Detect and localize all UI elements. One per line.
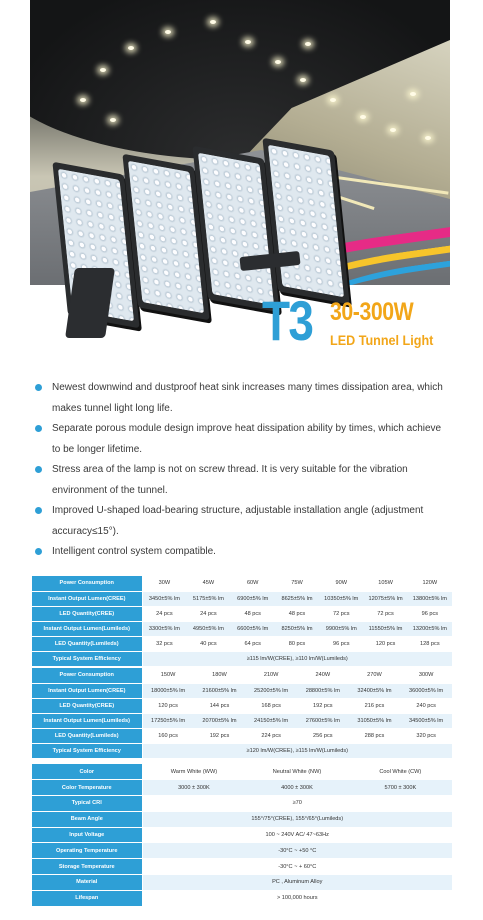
table-cell: 120 pcs: [142, 698, 194, 713]
mounting-bracket: [65, 268, 115, 338]
list-item: Newest downwind and dustproof heat sink increases many times dissipation area, which makes tunnel light long life.: [35, 378, 450, 419]
table-cell: 155°/75°(CREE), 155°/65°(Lumileds): [142, 811, 452, 827]
ceiling-light: [425, 136, 431, 140]
table-cell: 240W: [297, 668, 349, 683]
ceiling-light: [330, 98, 336, 102]
table-cell: 48 pcs: [275, 606, 319, 621]
table-cell: 10350±5% lm: [319, 591, 363, 606]
table-header: Input Voltage: [32, 827, 142, 843]
table-cell: 6900±5% lm: [231, 591, 275, 606]
table-row: [32, 636, 452, 651]
table-cell: Neutral White (NW): [245, 764, 348, 780]
table-cell: -30°C ~ + 60°C: [142, 859, 452, 875]
table-row: [32, 683, 452, 698]
table-cell: Cool White (CW): [349, 764, 452, 780]
table-cell: 160 pcs: [142, 728, 194, 743]
ceiling-light: [210, 20, 216, 24]
table-cell: 9900±5% lm: [319, 621, 363, 636]
table-cell: 120W: [408, 576, 452, 591]
table-row: [32, 875, 452, 891]
table-header: Operating Temperature: [32, 843, 142, 859]
table-cell: 36000±5% lm: [400, 683, 452, 698]
table-cell: 144 pcs: [194, 698, 246, 713]
table-cell: 17250±5% lm: [142, 713, 194, 728]
table-cell: 3300±5% lm: [142, 621, 186, 636]
table-header: Color Temperature: [32, 780, 142, 796]
table-cell: 80 pcs: [275, 636, 319, 651]
table-cell: 30W: [142, 576, 186, 591]
table-cell: ≥120 lm/W(CREE), ≥115 lm/W(Lumileds): [142, 743, 452, 758]
table-row: [32, 713, 452, 728]
table-row: [32, 698, 452, 713]
table-cell: 28800±5% lm: [297, 683, 349, 698]
table-row: [32, 764, 452, 780]
table-header: Instant Output Lumen(CREE): [32, 591, 142, 606]
table-cell: 75W: [275, 576, 319, 591]
ceiling-light: [80, 98, 86, 102]
table-cell: 224 pcs: [245, 728, 297, 743]
table-header: Instant Output Lumen(Lumileds): [32, 621, 142, 636]
table-cell: 48 pcs: [231, 606, 275, 621]
table-cell: 100 ~ 240V AC/ 47~63Hz: [142, 827, 452, 843]
table-header: Lifespan: [32, 890, 142, 906]
table-cell: 288 pcs: [349, 728, 401, 743]
ceiling-light: [410, 92, 416, 96]
table-cell: 34500±5% lm: [400, 713, 452, 728]
table-header: Typical CRI: [32, 796, 142, 812]
ceiling-light: [275, 60, 281, 64]
ceiling-light: [165, 30, 171, 34]
table-row: [32, 827, 452, 843]
table-cell: 210W: [245, 668, 297, 683]
table-cell: 105W: [363, 576, 407, 591]
table-row: [32, 621, 452, 636]
table-cell: 25200±5% lm: [245, 683, 297, 698]
table-row: [32, 796, 452, 812]
table-cell: 5700 ± 300K: [349, 780, 452, 796]
table-cell: 8625±5% lm: [275, 591, 319, 606]
table-cell: 18000±5% lm: [142, 683, 194, 698]
table-cell: 12075±5% lm: [363, 591, 407, 606]
table-header: Power Consumption: [32, 576, 142, 591]
table-cell: 96 pcs: [408, 606, 452, 621]
table-row: [32, 890, 452, 906]
table-cell: 192 pcs: [194, 728, 246, 743]
bullet-icon: [35, 384, 42, 391]
table-cell: 13800±5% lm: [408, 591, 452, 606]
table-cell: 270W: [349, 668, 401, 683]
table-cell: 24 pcs: [142, 606, 186, 621]
ceiling-light: [245, 40, 251, 44]
table-header: Power Consumption: [32, 668, 142, 683]
table-cell: 20700±5% lm: [194, 713, 246, 728]
table-header: Material: [32, 875, 142, 891]
table-cell: 27600±5% lm: [297, 713, 349, 728]
table-cell: 45W: [186, 576, 230, 591]
table-cell: PC , Aluminum Alloy: [142, 875, 452, 891]
ceiling-light: [110, 118, 116, 122]
feature-list: [35, 378, 450, 563]
spec-table-high-power: [32, 668, 452, 759]
table-cell: 3000 ± 300K: [142, 780, 245, 796]
ceiling-light: [360, 115, 366, 119]
table-cell: 40 pcs: [186, 636, 230, 651]
table-header: Instant Output Lumen(Lumileds): [32, 713, 142, 728]
table-cell: 300W: [400, 668, 452, 683]
table-cell: Warm White (WW): [142, 764, 245, 780]
spec-table-general: [32, 764, 452, 907]
table-cell: 21600±5% lm: [194, 683, 246, 698]
table-cell: 24 pcs: [186, 606, 230, 621]
table-row: [32, 780, 452, 796]
table-cell: 192 pcs: [297, 698, 349, 713]
table-row: [32, 668, 452, 683]
table-cell: 32 pcs: [142, 636, 186, 651]
table-header: Typical System Efficiency: [32, 743, 142, 758]
table-header: Storage Temperature: [32, 859, 142, 875]
table-row: [32, 728, 452, 743]
table-cell: 240 pcs: [400, 698, 452, 713]
table-header: Color: [32, 764, 142, 780]
model-name: T3: [262, 289, 313, 352]
table-header: LED Quantity(CREE): [32, 606, 142, 621]
table-header: LED Quantity(Lumileds): [32, 636, 142, 651]
table-cell: 5175±5% lm: [186, 591, 230, 606]
table-cell: > 100,000 hours: [142, 890, 452, 906]
table-cell: -30°C ~ +50 °C: [142, 843, 452, 859]
table-header: LED Quantity(Lumileds): [32, 728, 142, 743]
table-row: [32, 743, 452, 758]
table-cell: 128 pcs: [408, 636, 452, 651]
ceiling-light: [390, 128, 396, 132]
table-cell: 90W: [319, 576, 363, 591]
ceiling-light: [305, 42, 311, 46]
table-row: [32, 576, 452, 591]
table-cell: ≥70: [142, 796, 452, 812]
table-cell: 150W: [142, 668, 194, 683]
list-item: Intelligent control system compatible.: [35, 542, 450, 563]
table-cell: 216 pcs: [349, 698, 401, 713]
table-cell: 6600±5% lm: [231, 621, 275, 636]
table-cell: 11550±5% lm: [363, 621, 407, 636]
table-cell: 64 pcs: [231, 636, 275, 651]
table-cell: 72 pcs: [319, 606, 363, 621]
table-cell: 120 pcs: [363, 636, 407, 651]
list-item: Improved U-shaped load-bearing structure, adjustable installation angle (adjustment accuracy≤15°).: [35, 501, 450, 542]
table-cell: 13200±5% lm: [408, 621, 452, 636]
table-cell: 256 pcs: [297, 728, 349, 743]
bullet-icon: [35, 466, 42, 473]
table-row: [32, 811, 452, 827]
spec-table-low-power: [32, 576, 452, 667]
table-cell: 96 pcs: [319, 636, 363, 651]
ceiling-light: [128, 46, 134, 50]
table-row: [32, 651, 452, 666]
table-cell: 4950±5% lm: [186, 621, 230, 636]
bullet-icon: [35, 548, 42, 555]
list-item: Separate porous module design improve heat dissipation ability by times, which achieve to be longer lifetime.: [35, 419, 450, 460]
table-header: Beam Angle: [32, 811, 142, 827]
table-row: [32, 843, 452, 859]
table-cell: 168 pcs: [245, 698, 297, 713]
bullet-icon: [35, 507, 42, 514]
ceiling-light: [100, 68, 106, 72]
table-header: LED Quantity(CREE): [32, 698, 142, 713]
table-cell: 60W: [231, 576, 275, 591]
ceiling-light: [300, 78, 306, 82]
table-row: [32, 606, 452, 621]
table-row: [32, 859, 452, 875]
table-cell: 4000 ± 300K: [245, 780, 348, 796]
table-cell: 24150±5% lm: [245, 713, 297, 728]
table-header: Typical System Efficiency: [32, 651, 142, 666]
table-row: [32, 591, 452, 606]
table-cell: 320 pcs: [400, 728, 452, 743]
power-range: 30-300W: [330, 298, 414, 326]
product-subtitle: LED Tunnel Light: [330, 332, 434, 348]
list-item: Stress area of the lamp is not on screw thread. It is very suitable for the vibration environment of the tunnel.: [35, 460, 450, 501]
table-cell: 72 pcs: [363, 606, 407, 621]
table-cell: 31050±5% lm: [349, 713, 401, 728]
table-header: Instant Output Lumen(CREE): [32, 683, 142, 698]
bullet-icon: [35, 425, 42, 432]
table-cell: 8250±5% lm: [275, 621, 319, 636]
table-cell: ≥115 lm/W(CREE), ≥110 lm/W(Lumileds): [142, 651, 452, 666]
table-cell: 32400±5% lm: [349, 683, 401, 698]
table-cell: 180W: [194, 668, 246, 683]
table-cell: 3450±5% lm: [142, 591, 186, 606]
